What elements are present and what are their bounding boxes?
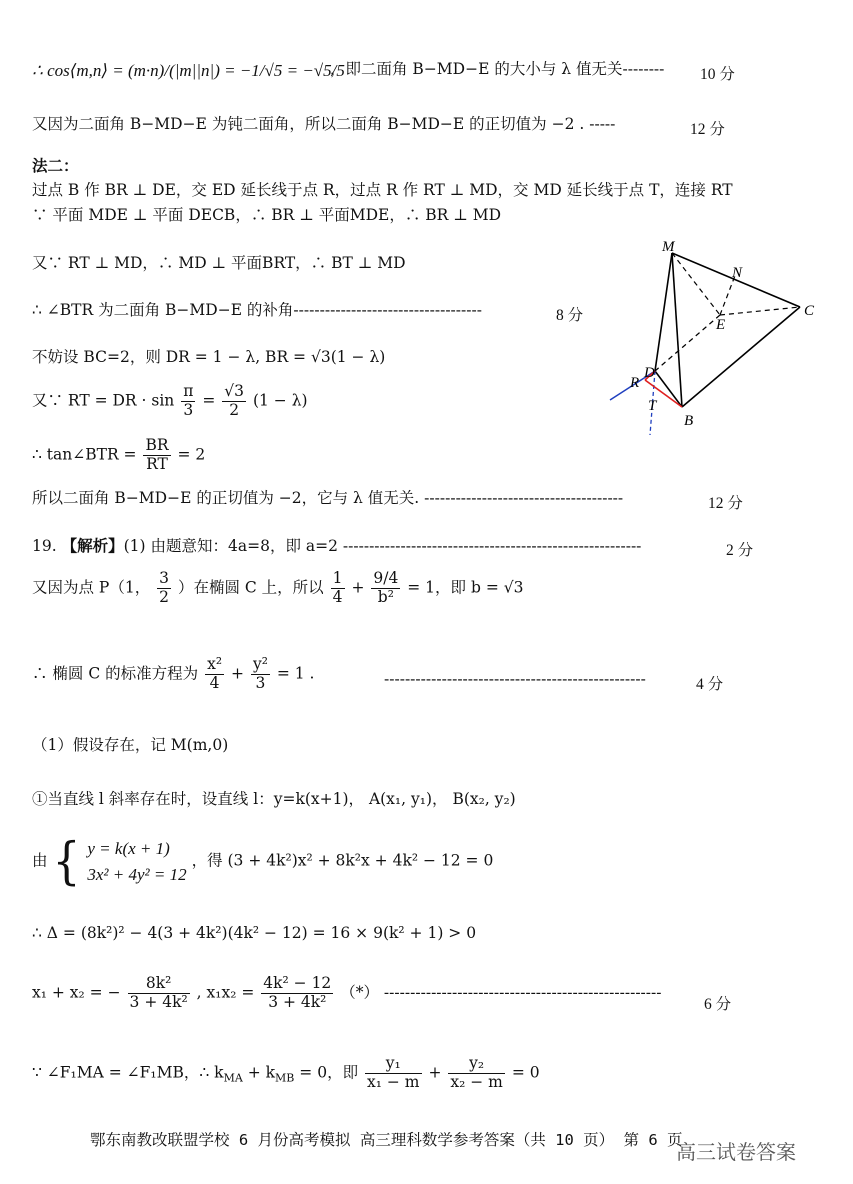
line11-text: 所以二面角 B−MD−E 的正切值为 −2，它与 λ 值无关. -------------------------------------- <box>32 489 624 507</box>
line1-text: ，即二面角 B−MD−E 的大小与 λ 值无关-------- <box>330 60 665 78</box>
method-two-heading: 法二： <box>32 156 79 175</box>
line8-text: 不妨设 BC=2，则 DR = 1 − λ, BR = √3(1 − λ) <box>32 348 386 366</box>
vieta-line: x₁ + x₂ = − $\frac{\text{8k²}}{\text{3 + 4k²}}$ , x₁x₂ = $\frac{\text{4k² − 12}}{\text{3 + 4k²}}$ （*） ----------------------------------------------------- <box>32 974 662 1011</box>
cos-equation: ∴ cos⟨m,n⟩ = (m·n)/(|m||n|) = −1/√5 = −√5/5 <box>32 61 345 80</box>
score-8: 8 分 <box>556 307 584 324</box>
line4-text: 过点 B 作 BR ⊥ DE，交 ED 延长线于点 R，过点 R 作 RT ⊥ MD，交 MD 延长线于点 T，连接 RT <box>32 181 733 199</box>
line6-text: 又∵ RT ⊥ MD，∴ MD ⊥ 平面BRT，∴ BT ⊥ MD <box>32 254 406 272</box>
watermark: 高三试卷答案 <box>676 1140 796 1164</box>
score-12a: 12 分 <box>690 121 725 138</box>
score-12b: 12 分 <box>708 495 743 512</box>
point-p-line: 又因为点 P（1， $\frac{3}{2}$ ）在椭圆 C 上，所以 $\frac{1}{4}$ + $\frac{9/4}{\text{b²}}$ = 1，即 b = √3 <box>32 569 524 606</box>
slope-line: ∵ ∠F₁MA = ∠F₁MB，∴ $k_{MA} + k_{MB} = 0$，即 $\frac{\text{y₁}}{\text{x₁ − m}}$ + $\frac{\text{y₂}}{\text{x₂ − m}}$ = 0 <box>32 1054 540 1091</box>
line5-text: ∵ 平面 MDE ⊥ 平面 DECB，∴ BR ⊥ 平面MDE，∴ BR ⊥ MD <box>32 206 502 224</box>
line15-text: （1）假设存在，记 M(m,0) <box>32 736 229 754</box>
discriminant-line: ∴ Δ = (8k²)² − 4(3 + 4k²)(4k² − 12) = 16 × 9(k² + 1) > 0 <box>32 924 477 942</box>
label-m: M <box>662 239 675 255</box>
score-4: 4 分 <box>696 676 724 693</box>
label-e: E <box>716 317 726 333</box>
line2-text: 又因为二面角 B−MD−E 为钝二面角，所以二面角 B−MD−E 的正切值为 −2 . ----- <box>32 115 616 133</box>
tan-equation: ∴ tan∠BTR = $\frac{BR}{RT}$ = 2 <box>32 436 206 473</box>
line16-text: ①当直线 l 斜率存在时，设直线 l：y=k(x+1)， A(x₁, y₁)， B(x₂, y₂) <box>32 790 516 808</box>
score-6: 6 分 <box>704 996 732 1013</box>
system-equation: 由 { y = k(x + 1) 3x² + 4y² = 12 ，得 (3 + 4k²)x² + 8k²x + 4k² − 12 = 0 <box>32 831 494 891</box>
label-t: T <box>648 398 657 414</box>
ellipse-equation-line: ∴ 椭圆 C 的标准方程为 $\frac{\text{x²}}{4}$ + $\frac{\text{y²}}{3}$ = 1 . <box>32 655 315 692</box>
label-b: B <box>684 413 694 429</box>
score-2: 2 分 <box>726 542 754 559</box>
label-n: N <box>732 265 743 281</box>
score-10: 10 分 <box>700 66 735 83</box>
geometry-figure <box>600 235 830 445</box>
label-d: D <box>644 365 655 381</box>
line7-text: ∴ ∠BTR 为二面角 B−MD−E 的补角------------------------------------ <box>32 301 482 319</box>
label-r: R <box>630 375 640 391</box>
q19-line: 19. 【解析】(1) 由题意知：4a=8，即 a=2 --------------------------------------------------------- <box>32 536 642 555</box>
dash-4: -------------------------------------------------- <box>384 670 646 688</box>
label-c: C <box>804 303 815 319</box>
page-footer: 鄂东南教改联盟学校 6 月份高考模拟 高三理科数学参考答案（共 10 页） 第 6 页 <box>90 1131 683 1149</box>
rt-equation: 又∵ RT = DR · sin $\frac{\pi}{3}$ = $\frac{√3}{2}$ (1 − λ) <box>32 382 308 419</box>
